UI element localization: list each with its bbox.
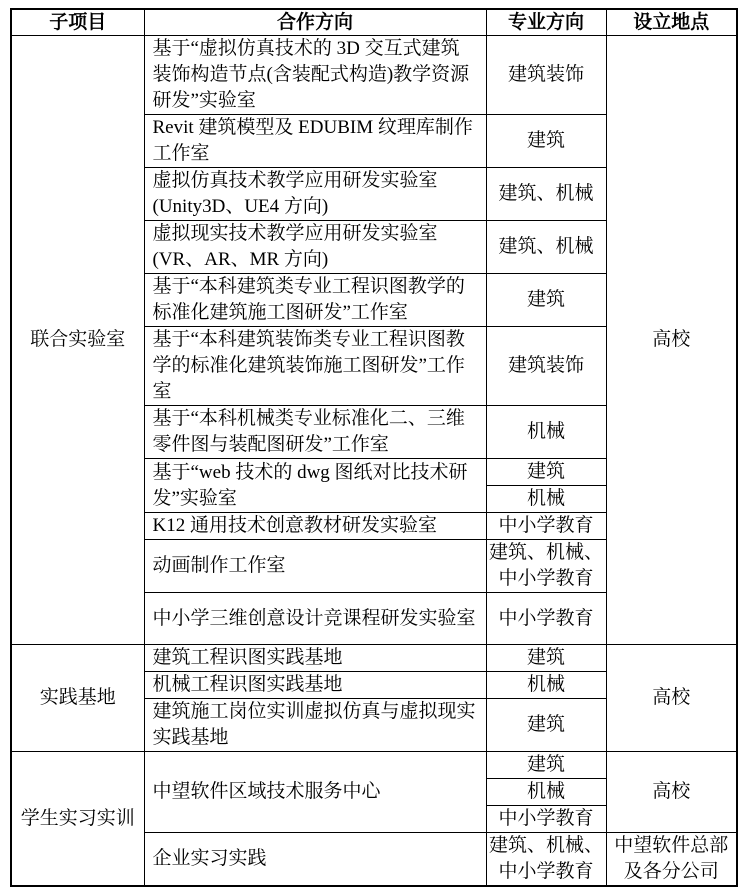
location-cell: 高校 <box>606 36 737 645</box>
major-cell: 中小学教育 <box>486 513 606 540</box>
major-cell: 建筑装饰 <box>486 327 606 406</box>
major-cell: 建筑 <box>486 699 606 752</box>
major-cell: 建筑 <box>486 459 606 486</box>
location-cell: 高校 <box>606 752 737 833</box>
cooperation-cell: 企业实习实践 <box>144 833 486 887</box>
major-cell: 建筑、机械 <box>486 168 606 221</box>
cooperation-cell: 中小学三维创意设计竞课程研发实验室 <box>144 593 486 645</box>
cooperation-cell: 虚拟现实技术教学应用研发实验室(VR、AR、MR 方向) <box>144 221 486 274</box>
major-cell: 机械 <box>486 486 606 513</box>
cooperation-cell: 基于“虚拟仿真技术的 3D 交互式建筑装饰构造节点(含装配式构造)教学资源研发”实验室 <box>144 36 486 115</box>
subproject-cell: 联合实验室 <box>11 36 144 645</box>
cooperation-cell: 基于“本科建筑类专业工程识图教学的标准化建筑施工图研发”工作室 <box>144 274 486 327</box>
location-cell: 中望软件总部及各分公司 <box>606 833 737 887</box>
header-subproject: 子项目 <box>11 9 144 36</box>
cooperation-cell: K12 通用技术创意教材研发实验室 <box>144 513 486 540</box>
cooperation-cell: 机械工程识图实践基地 <box>144 672 486 699</box>
major-cell: 建筑 <box>486 274 606 327</box>
cooperation-cell: 建筑工程识图实践基地 <box>144 645 486 672</box>
subproject-cell: 学生实习实训 <box>11 752 144 887</box>
major-cell: 机械 <box>486 779 606 806</box>
table-row <box>11 752 737 779</box>
table-row <box>11 36 737 115</box>
table-row <box>11 645 737 672</box>
header-location: 设立地点 <box>606 9 737 36</box>
cooperation-cell: 动画制作工作室 <box>144 540 486 593</box>
cooperation-cell: 建筑施工岗位实训虚拟仿真与虚拟现实实践基地 <box>144 699 486 752</box>
header-cooperation: 合作方向 <box>144 9 486 36</box>
subproject-cell: 实践基地 <box>11 645 144 752</box>
major-cell: 建筑、机械、中小学教育 <box>486 833 606 887</box>
major-cell: 建筑、机械 <box>486 221 606 274</box>
header-major: 专业方向 <box>486 9 606 36</box>
cooperation-cell: 基于“本科建筑装饰类专业工程识图教学的标准化建筑装饰施工图研发”工作室 <box>144 327 486 406</box>
table-header-row <box>11 9 737 36</box>
cooperation-cell: 虚拟仿真技术教学应用研发实验室(Unity3D、UE4 方向) <box>144 168 486 221</box>
major-cell: 建筑 <box>486 115 606 168</box>
major-cell: 中小学教育 <box>486 806 606 833</box>
major-cell: 建筑、机械、中小学教育 <box>486 540 606 593</box>
cooperation-cell: 基于“web 技术的 dwg 图纸对比技术研发”实验室 <box>144 459 486 513</box>
major-cell: 机械 <box>486 672 606 699</box>
cooperation-projects-table <box>10 8 738 887</box>
cooperation-cell: 基于“本科机械类专业标准化二、三维零件图与装配图研发”工作室 <box>144 406 486 459</box>
major-cell: 中小学教育 <box>486 593 606 645</box>
major-cell: 建筑 <box>486 752 606 779</box>
cooperation-cell: Revit 建筑模型及 EDUBIM 纹理库制作工作室 <box>144 115 486 168</box>
major-cell: 机械 <box>486 406 606 459</box>
major-cell: 建筑装饰 <box>486 36 606 115</box>
location-cell: 高校 <box>606 645 737 752</box>
cooperation-cell: 中望软件区域技术服务中心 <box>144 752 486 833</box>
major-cell: 建筑 <box>486 645 606 672</box>
